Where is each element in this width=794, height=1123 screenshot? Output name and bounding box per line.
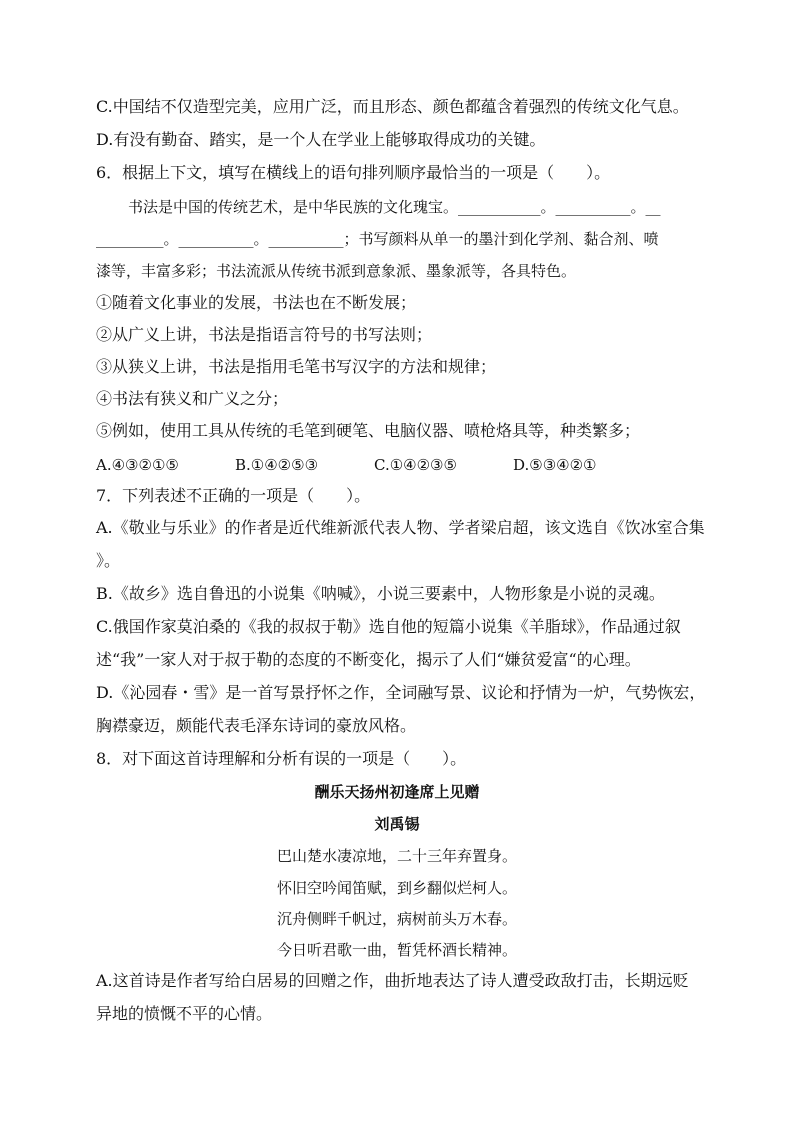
- q8-stem: 8．对下面这首诗理解和分析有误的一项是（ ）。: [96, 749, 467, 768]
- q7-option-d-line-2: 胸襟豪迈，颇能代表毛泽东诗词的豪放风格。: [96, 716, 417, 735]
- q6-option-a: A.④③②①⑤: [96, 456, 179, 474]
- q5-option-d: D.有没有勤奋、踏实，是一个人在学业上能够取得成功的关键。: [96, 130, 546, 149]
- q8-option-a-line-2: 异地的愤慨不平的心情。: [96, 1004, 273, 1023]
- q6-passage-line-3: 漆等，丰富多彩；书法流派从传统书派到意象派、墨象派等，各具特色。: [96, 262, 577, 280]
- q7-option-c-line-1: C.俄国作家莫泊桑的《我的叔叔于勒》选自他的短篇小说集《羊脂球》，作品通过叙: [96, 617, 681, 636]
- q6-option-b: B.①④②⑤③: [235, 456, 319, 474]
- poem-line-1: 巴山楚水凄凉地，二十三年弃置身。: [276, 847, 517, 865]
- q7-option-c-line-2: 述“我”一家人对于叔于勒的态度的不断变化，揭示了人们“嫌贫爱富“的心理。: [96, 650, 641, 669]
- poem-line-2: 怀旧空吟闻笛赋，到乡翻似烂柯人。: [276, 879, 517, 897]
- q7-option-b: B.《故乡》选自鲁迅的小说集《呐喊》，小说三要素中，人物形象是小说的灵魂。: [96, 584, 665, 603]
- q6-sentence-4: ④书法有狭义和广义之分；: [96, 389, 289, 408]
- q7-option-a-line-2: 》。: [96, 551, 121, 570]
- q7-stem: 7．下列表述不正确的一项是（ ）。: [96, 486, 371, 505]
- q6-sentence-5: ⑤例如，使用工具从传统的毛笔到硬笔、电脑仪器、喷枪烙具等，种类繁多；: [96, 421, 641, 440]
- q6-sentence-3: ③从狭义上讲，书法是指用毛笔书写汉字的方法和规律；: [96, 357, 497, 376]
- q5-option-c: C.中国结不仅造型完美，应用广泛，而且形态、颜色都蕴含着强烈的传统文化气息。: [96, 97, 689, 116]
- q6-option-c: C.①④②③⑤: [374, 456, 457, 474]
- q6-option-d: D.⑤③④②①: [513, 456, 597, 474]
- poem-title: 酬乐天扬州初逢席上见赠: [314, 783, 480, 801]
- q7-option-d-line-1: D.《沁园春・雪》是一首写景抒怀之作，全词融写景、议论和抒情为一炉，气势恢宏，: [96, 683, 706, 702]
- q8-option-a-line-1: A.这首诗是作者写给白居易的回赠之作，曲折地表达了诗人遭受政敌打击，长期远贬: [96, 971, 689, 990]
- q6-sentence-2: ②从广义上讲，书法是指语言符号的书写法则；: [96, 325, 433, 344]
- q6-passage-line-2: _________。__________。__________；书写颜料从单一的墨汁到化学剂、黏合剂、喷: [96, 230, 659, 248]
- q6-sentence-1: ①随着文化事业的发展，书法也在不断发展；: [96, 293, 417, 312]
- poem-author: 刘禹锡: [374, 815, 420, 833]
- q6-options: [96, 455, 597, 475]
- poem-line-3: 沉舟侧畔千帆过，病树前头万木春。: [276, 910, 517, 928]
- q6-passage-line-1: 书法是中国的传统艺术，是中华民族的文化瑰宝。___________。__________。__: [128, 198, 661, 216]
- poem-line-4: 今日听君歌一曲，暂凭杯酒长精神。: [276, 941, 517, 959]
- q7-option-a-line-1: A.《敬业与乐业》的作者是近代维新派代表人物、学者梁启超，该文选自《饮冰室合集: [96, 518, 705, 537]
- q6-stem: 6．根据上下文，填写在横线上的语句排列顺序最恰当的一项是（ ）。: [96, 163, 611, 182]
